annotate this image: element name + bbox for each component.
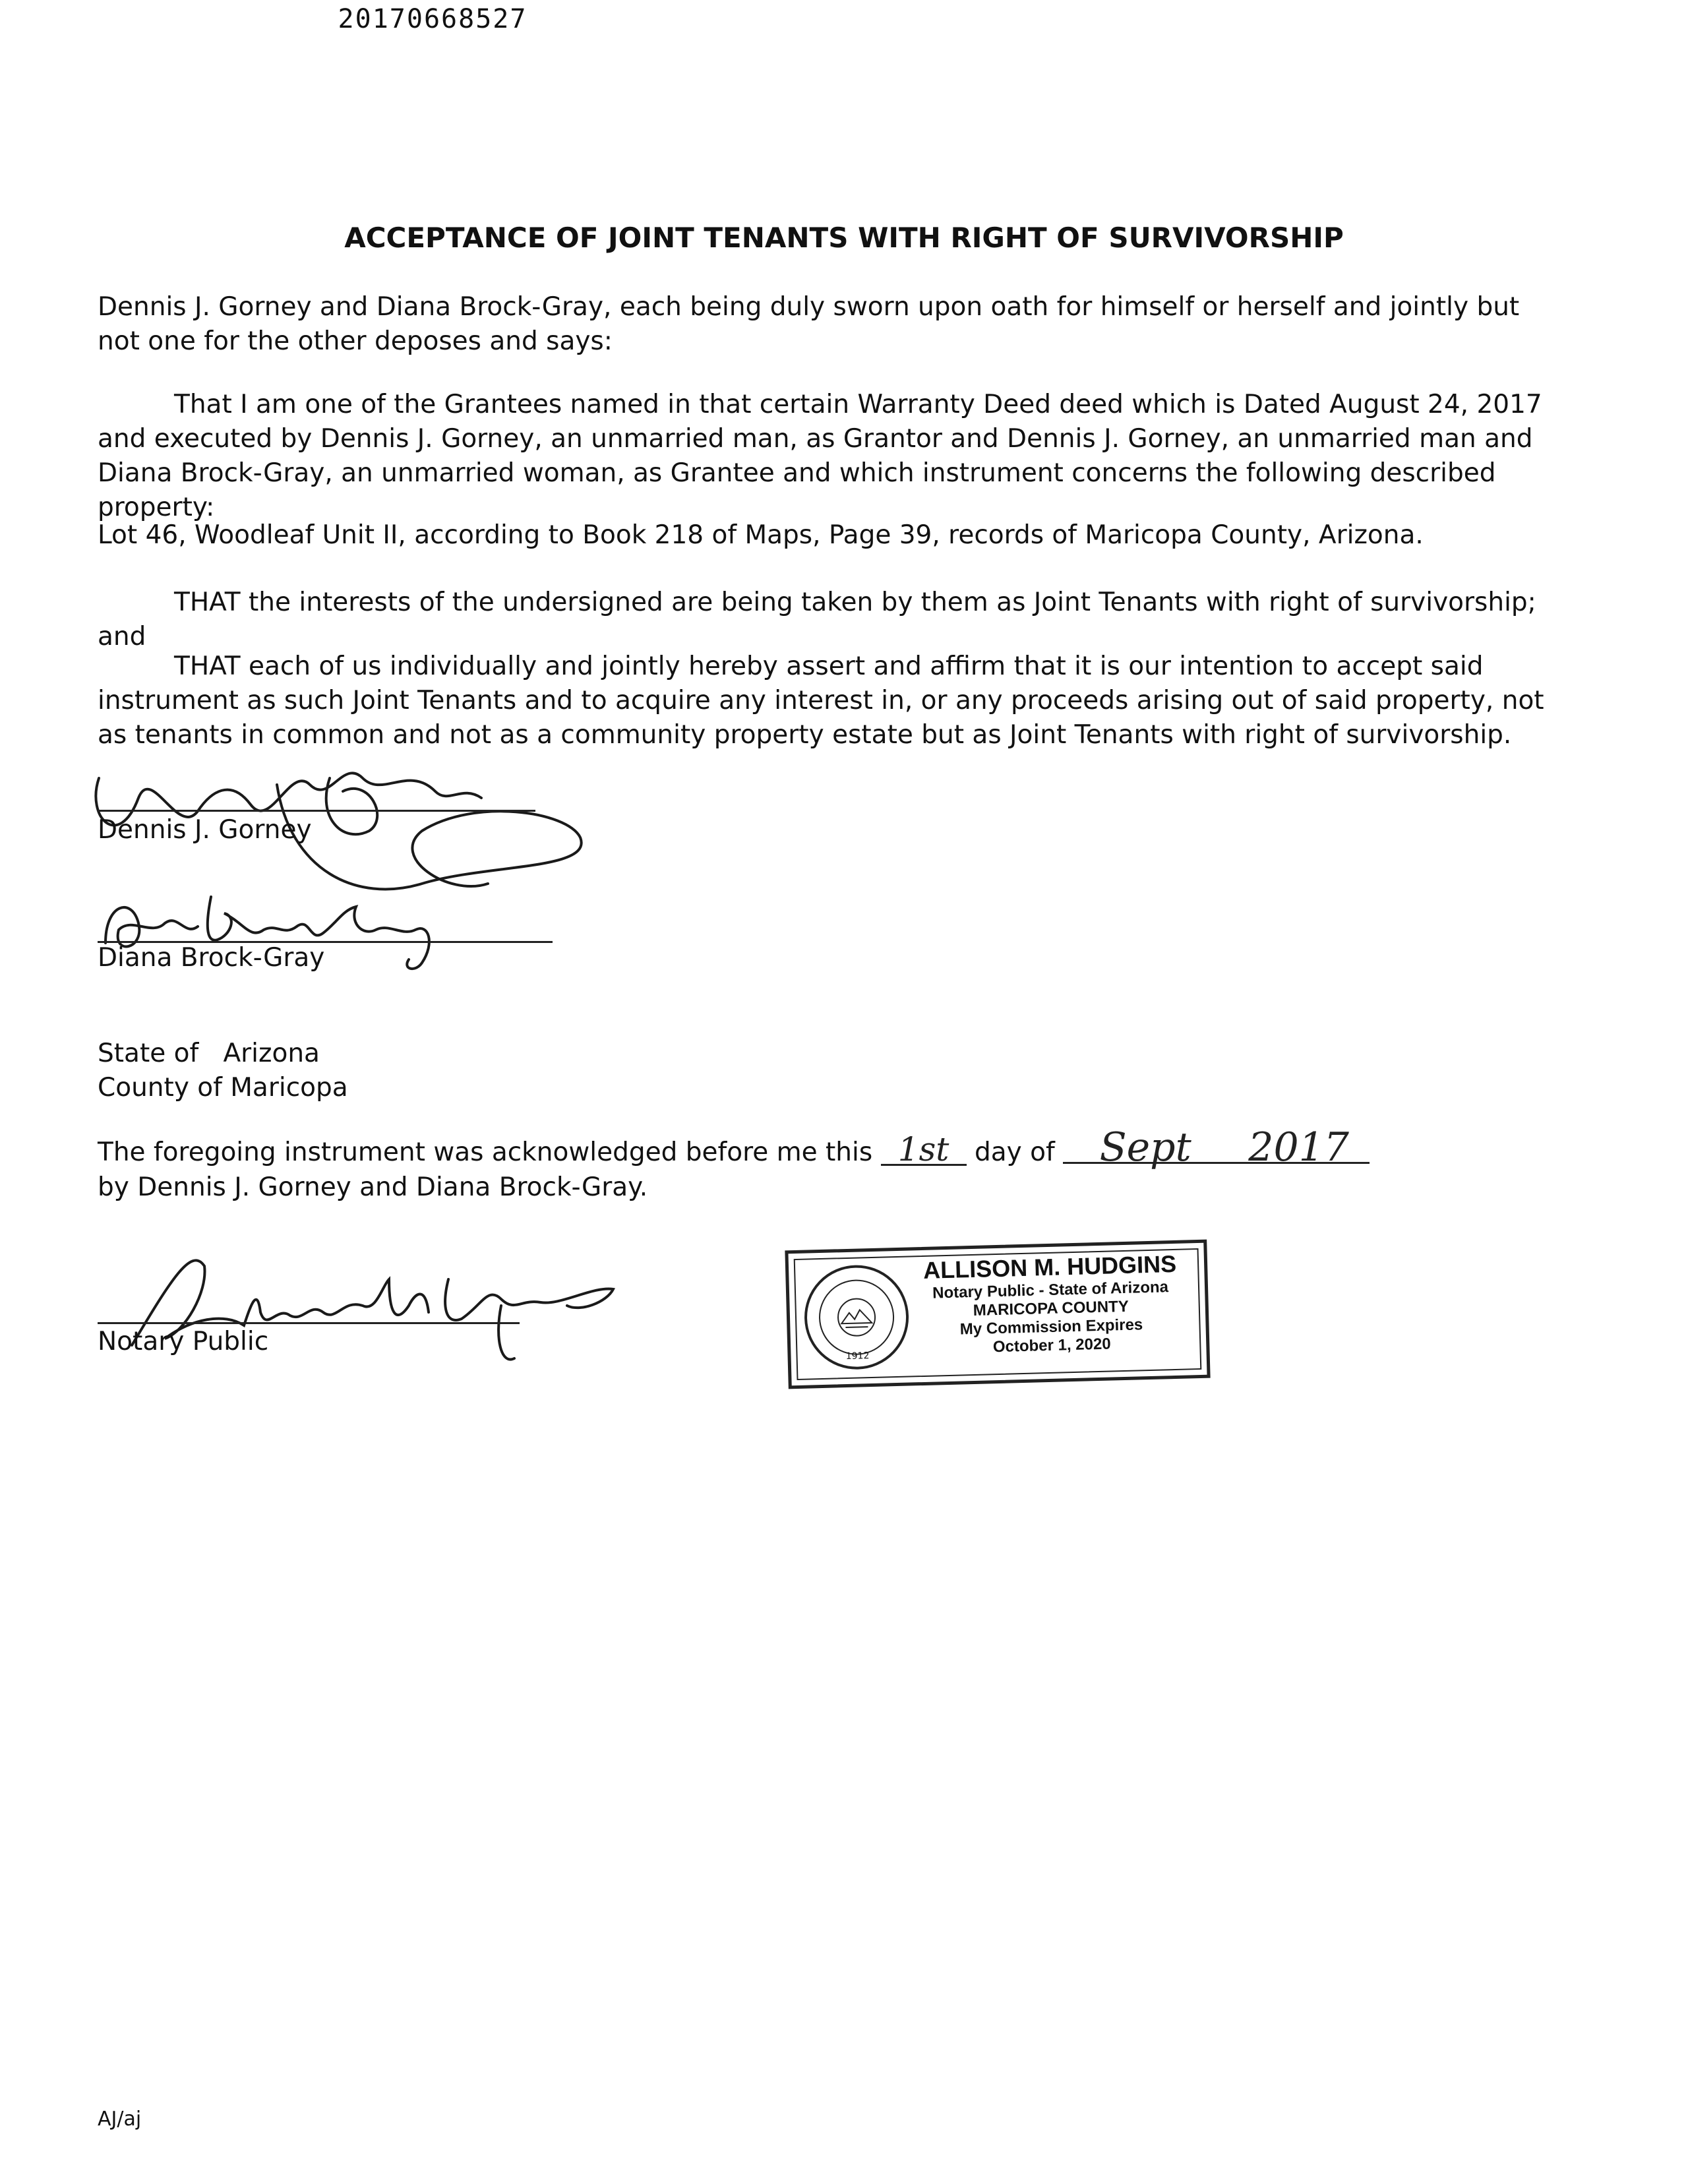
notary-name: ALLISON M. HUDGINS	[922, 1250, 1177, 1284]
document-title: ACCEPTANCE OF JOINT TENANTS WITH RIGHT OF SURVIVORSHIP	[344, 222, 1344, 254]
ack-day-label: day of	[975, 1138, 1055, 1167]
grantees-paragraph: That I am one of the Grantees named in that certain Warranty Deed deed which is Dated August 24, 2017 and executed by Dennis J. Gorney, an unmarried man, as Grantor and Dennis J. Gorney, an unmarried man and Diana Brock-Gray, an unmarried woman, as Grantee and which instrument concerns the following described property:	[98, 390, 1542, 522]
ack-prefix: The foregoing instrument was acknowledged before me this	[98, 1138, 873, 1167]
seal-year: 1912	[845, 1350, 870, 1362]
state-line	[98, 1039, 320, 1068]
ack-month-blank: Sept	[1063, 1133, 1228, 1164]
notary-signature-line	[98, 1322, 520, 1324]
county-line: County of Maricopa	[98, 1073, 348, 1103]
acknowledgment-line	[98, 1124, 1370, 1170]
stamp-line-3: My Commission Expires	[959, 1316, 1143, 1339]
affirm-paragraph: THAT each of us individually and jointly hereby assert and affirm that it is our intention to accept said instrument as such Joint Tenants and to acquire any interest in, or any proceeds arising out of said property, not as tenants in common and not as a community property estate but as Joint Tenants with right of survivorship.	[98, 652, 1544, 750]
stamp-text	[911, 1250, 1191, 1358]
footer-initials: AJ/aj	[98, 2108, 142, 2131]
dennis-name-label: Dennis J. Gorney	[98, 815, 312, 845]
interests-paragraph: THAT the interests of the undersigned are being taken by them as Joint Tenants with right of survivorship; and	[98, 588, 1536, 652]
stamp-line-4: October 1, 2020	[992, 1335, 1111, 1356]
acknowledged-by: by Dennis J. Gorney and Diana Brock-Gray.	[98, 1172, 648, 1202]
dennis-signature-line	[98, 810, 535, 812]
recording-number: 20170668527	[338, 4, 528, 34]
state-label: State of	[98, 1039, 199, 1068]
stamp-line-1: Notary Public - State of Arizona	[932, 1278, 1169, 1302]
notary-public-label: Notary Public	[98, 1327, 269, 1356]
ack-day-blank: 1st	[881, 1135, 967, 1166]
legal-description: Lot 46, Woodleaf Unit II, according to Book 218 of Maps, Page 39, records of Maricopa County, Arizona.	[98, 520, 1424, 550]
stamp-line-2: MARICOPA COUNTY	[973, 1297, 1130, 1320]
state-value: Arizona	[223, 1039, 320, 1068]
diana-name-label: Diana Brock-Gray	[98, 943, 325, 973]
ack-year-blank: 2017	[1228, 1133, 1370, 1164]
intro-paragraph: Dennis J. Gorney and Diana Brock-Gray, each being duly sworn upon oath for himself or herself and jointly but not one for the other deposes and says:	[98, 292, 1520, 356]
notary-stamp	[785, 1240, 1210, 1389]
seal-emblem-icon	[835, 1296, 878, 1339]
